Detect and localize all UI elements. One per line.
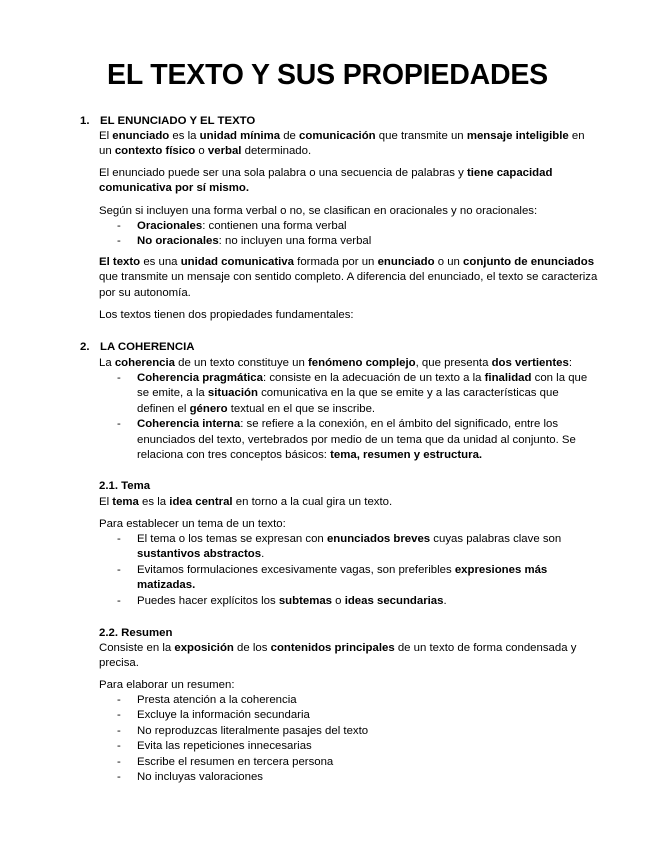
text-run: de un texto de forma condensada y precisa. [99, 642, 577, 670]
text-run: La [99, 357, 115, 369]
list-item [99, 594, 599, 609]
bold-term: contexto físico [114, 145, 196, 158]
text-run: , que presenta [415, 357, 492, 369]
text-run: o [332, 594, 345, 607]
bold-term: coherencia [114, 357, 175, 369]
bold-term: tiene capacidad comunicativa por sí mismo. [99, 167, 553, 195]
list-item [99, 234, 599, 249]
dash-bullet-icon: - [117, 709, 121, 722]
text-run: Consiste en la [99, 642, 175, 654]
dash-bullet-icon: - [117, 771, 121, 784]
bold-term: unidad comunicativa [180, 256, 294, 268]
list-item [99, 417, 599, 463]
text-run: Evita las repeticiones innecesarias [137, 740, 312, 753]
bold-term: verbal [207, 145, 242, 158]
text-run: determinado. [241, 145, 312, 158]
bold-term: conjunto de enunciados [463, 256, 595, 268]
dash-bullet-icon: - [117, 594, 121, 607]
bold-term: situación [207, 387, 258, 400]
text-run: que transmite un mensaje con sentido completo. A diferencia del enunciado, el texto se caracteriza por su autonomía. [99, 271, 598, 299]
dash-bullet-icon: - [117, 372, 121, 384]
text-run: cuyas palabras clave son [430, 533, 562, 545]
bold-term: fenómeno complejo [307, 357, 416, 369]
dash-bullet-icon: - [117, 220, 121, 232]
bold-term: expresiones más matizadas. [137, 563, 548, 592]
paragraph [99, 517, 599, 532]
text-run: No reproduzcas literalmente pasajes del texto [137, 724, 369, 737]
text-run: Presta atención a la coherencia [137, 694, 297, 706]
text-run: No incluyas valoraciones [137, 771, 263, 784]
text-run: El [99, 130, 113, 142]
text-run: Según si incluyen una forma verbal o no, se clasifican en oracionales y no oracionales: [99, 205, 538, 217]
text-run: Puedes hacer explícitos los [137, 594, 279, 607]
text-run: es la [169, 130, 200, 142]
text-run: Para elaborar un resumen: [99, 679, 235, 691]
text-run: con la que se emite, a la [137, 372, 588, 400]
bold-term: No oracionales [137, 235, 219, 248]
bold-term: comunicación [299, 130, 376, 142]
paragraph [99, 129, 599, 160]
bold-term: ideas secundarias [344, 594, 444, 607]
paragraph [99, 255, 599, 301]
text-run: Escribe el resumen en tercera persona [137, 755, 334, 768]
text-run: El enunciado puede ser una sola palabra o una secuencia de palabras y [99, 167, 467, 179]
section-2-number: 2. [80, 341, 90, 353]
bullet-list [99, 693, 599, 785]
bold-term: tema [112, 496, 139, 508]
paragraph [99, 641, 599, 672]
text-run: de [280, 130, 300, 142]
text-run: : consiste en la adecuación de un texto a la [262, 372, 485, 384]
text-run: Excluye la información secundaria [137, 709, 310, 722]
text-run: Los textos tienen dos propiedades fundamentales: [99, 309, 354, 321]
text-run: El [99, 496, 113, 508]
paragraph [99, 204, 599, 219]
subsection-resumen-heading: 2.2. Resumen [99, 627, 173, 639]
dash-bullet-icon: - [117, 418, 121, 431]
list-item [99, 532, 599, 563]
text-run: : no incluyen una forma verbal [218, 235, 372, 248]
document-title: EL TEXTO Y SUS PROPIEDADES [107, 59, 548, 91]
paragraph [99, 308, 599, 323]
bold-term: subtemas [278, 594, 333, 607]
list-item [99, 219, 599, 234]
bold-term: exposición [174, 642, 234, 654]
text-run: comunicativa en la que se emite y a las características que definen el [137, 387, 559, 415]
paragraph [99, 166, 599, 197]
list-item [99, 739, 599, 754]
list-item [99, 708, 599, 723]
dash-bullet-icon: - [117, 755, 121, 768]
bold-term: género [189, 402, 228, 415]
text-run: formada por un [293, 256, 378, 268]
text-run: Para establecer un tema de un texto: [99, 518, 286, 530]
bold-term: sustantivos abstractos [137, 548, 262, 561]
dash-bullet-icon: - [117, 724, 121, 737]
section-2-heading [80, 340, 195, 355]
list-item [99, 755, 599, 770]
text-run: Evitamos formulaciones excesivamente vagas, son preferibles [137, 563, 455, 576]
bold-term: idea central [169, 496, 233, 508]
text-run: en torno a la cual gira un texto. [232, 496, 393, 508]
subsection-tema-heading: 2.1. Tema [99, 480, 151, 492]
paragraph [99, 495, 599, 510]
dash-bullet-icon: - [117, 694, 121, 706]
section-1-number: 1. [80, 115, 90, 127]
text-run: El tema o los temas se expresan con [137, 533, 327, 545]
section-2-title: LA COHERENCIA [100, 341, 195, 353]
text-run: . [261, 548, 265, 561]
dash-bullet-icon: - [117, 563, 121, 576]
bold-term: Coherencia pragmática [137, 372, 263, 384]
bold-term: contenidos principales [270, 642, 395, 654]
list-item [99, 693, 599, 708]
text-run: o [195, 145, 208, 158]
dash-bullet-icon: - [117, 740, 121, 753]
list-item [99, 770, 599, 785]
text-run: que transmite un [375, 130, 467, 142]
paragraph [99, 356, 599, 371]
bold-term: finalidad [484, 372, 532, 384]
text-run: de los [233, 642, 271, 654]
bullet-list [99, 532, 599, 609]
dash-bullet-icon: - [117, 533, 121, 545]
bold-term: Coherencia interna [137, 418, 241, 431]
bold-term: mensaje inteligible [466, 130, 569, 142]
text-run: textual en el que se inscribe. [227, 402, 376, 415]
bullet-list [99, 219, 599, 250]
paragraph [99, 678, 599, 693]
bold-term: El texto [99, 256, 141, 268]
list-item [99, 371, 599, 417]
dash-bullet-icon: - [117, 235, 121, 248]
text-run: : [568, 357, 572, 369]
bold-term: unidad mínima [199, 130, 281, 142]
bold-term: enunciado [112, 130, 170, 142]
text-run: : se refiere a la conexión, en el ámbito del significado, entre los enunciados del texto, vertebrados por medio de un tema que da unidad al conjunto. Se relaciona con tres conceptos básicos: [137, 418, 576, 462]
text-run: : contienen una forma verbal [202, 220, 347, 232]
list-item [99, 724, 599, 739]
text-run: es una [140, 256, 181, 268]
text-run: o un [434, 256, 464, 268]
bold-term: Oracionales [137, 220, 203, 232]
bold-term: tema, resumen y estructura. [330, 449, 483, 462]
text-run: . [443, 594, 447, 607]
bold-term: dos vertientes [491, 357, 569, 369]
bold-term: enunciado [377, 256, 435, 268]
text-run: de un texto constituye un [175, 357, 308, 369]
text-run: es la [138, 496, 170, 508]
section-1-title: EL ENUNCIADO Y EL TEXTO [100, 115, 256, 127]
bold-term: enunciados breves [326, 533, 431, 545]
section-1-heading [80, 114, 255, 129]
list-item [99, 563, 599, 594]
bullet-list [99, 371, 599, 463]
text-run: en un [99, 130, 585, 158]
